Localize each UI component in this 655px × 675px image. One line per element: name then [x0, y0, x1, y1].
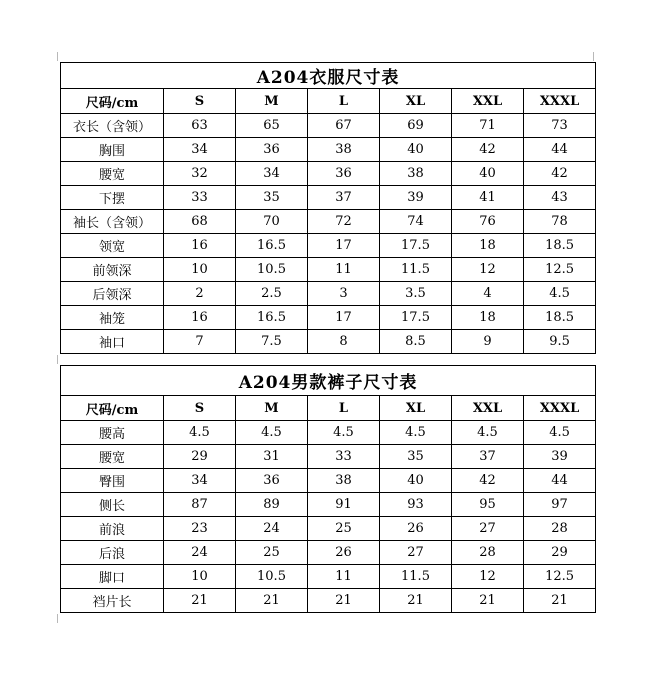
cell-value: 18	[452, 234, 524, 258]
cell-value: 36	[236, 469, 308, 493]
cell-value: 34	[164, 469, 236, 493]
table-row	[61, 234, 596, 258]
cell-value: 12	[452, 565, 524, 589]
shirt-size-table	[60, 62, 596, 354]
cell-value: 44	[524, 469, 596, 493]
cell-value: 67	[308, 114, 380, 138]
cell-value: 32	[164, 162, 236, 186]
gridline-tick	[593, 52, 594, 61]
cell-value: 38	[380, 162, 452, 186]
cell-value: 17.5	[380, 306, 452, 330]
cell-value: 63	[164, 114, 236, 138]
cell-value: 21	[380, 589, 452, 613]
cell-value: 4.5	[524, 421, 596, 445]
table-row	[61, 517, 596, 541]
row-label: 裆片长	[61, 589, 164, 613]
column-header: XXXL	[524, 89, 596, 114]
gridline-tick	[57, 355, 58, 364]
table-row	[61, 114, 596, 138]
cell-value: 16.5	[236, 306, 308, 330]
row-label: 衣长（含领）	[61, 114, 164, 138]
cell-value: 4.5	[524, 282, 596, 306]
cell-value: 21	[236, 589, 308, 613]
table-row	[61, 258, 596, 282]
cell-value: 3	[308, 282, 380, 306]
column-header: XXXL	[524, 396, 596, 421]
table-title-row	[61, 63, 596, 89]
cell-value: 95	[452, 493, 524, 517]
cell-value: 28	[452, 541, 524, 565]
row-label: 领宽	[61, 234, 164, 258]
cell-value: 16	[164, 234, 236, 258]
row-label: 腰宽	[61, 445, 164, 469]
cell-value: 33	[164, 186, 236, 210]
cell-value: 23	[164, 517, 236, 541]
cell-value: 16.5	[236, 234, 308, 258]
row-label: 侧长	[61, 493, 164, 517]
row-label: 胸围	[61, 138, 164, 162]
table-row	[61, 445, 596, 469]
cell-value: 39	[524, 445, 596, 469]
cell-value: 65	[236, 114, 308, 138]
cell-value: 4.5	[452, 421, 524, 445]
table-title: A204衣服尺寸表	[61, 63, 596, 89]
cell-value: 69	[380, 114, 452, 138]
pants-size-table	[60, 365, 596, 613]
column-header: XL	[380, 89, 452, 114]
cell-value: 41	[452, 186, 524, 210]
cell-value: 40	[452, 162, 524, 186]
table-title: A204男款裤子尺寸表	[61, 366, 596, 396]
cell-value: 18.5	[524, 234, 596, 258]
column-header: S	[164, 396, 236, 421]
cell-value: 4.5	[308, 421, 380, 445]
column-header: L	[308, 89, 380, 114]
column-header: M	[236, 89, 308, 114]
cell-value: 21	[308, 589, 380, 613]
header-row	[61, 396, 596, 421]
cell-value: 25	[236, 541, 308, 565]
table-row	[61, 186, 596, 210]
cell-value: 4.5	[164, 421, 236, 445]
gridline-tick	[57, 52, 58, 61]
table-row	[61, 421, 596, 445]
table-body	[61, 114, 596, 354]
table-row	[61, 138, 596, 162]
row-label: 前浪	[61, 517, 164, 541]
cell-value: 97	[524, 493, 596, 517]
cell-value: 71	[452, 114, 524, 138]
table-title-row	[61, 366, 596, 396]
row-label: 下摆	[61, 186, 164, 210]
table-row	[61, 469, 596, 493]
cell-value: 26	[380, 517, 452, 541]
table-row	[61, 565, 596, 589]
cell-value: 7.5	[236, 330, 308, 354]
column-header: 尺码/cm	[61, 89, 164, 114]
cell-value: 18.5	[524, 306, 596, 330]
cell-value: 26	[308, 541, 380, 565]
cell-value: 34	[164, 138, 236, 162]
cell-value: 93	[380, 493, 452, 517]
cell-value: 17.5	[380, 234, 452, 258]
cell-value: 9	[452, 330, 524, 354]
cell-value: 11.5	[380, 258, 452, 282]
cell-value: 36	[308, 162, 380, 186]
row-label: 臀围	[61, 469, 164, 493]
cell-value: 31	[236, 445, 308, 469]
cell-value: 9.5	[524, 330, 596, 354]
row-label: 袖笼	[61, 306, 164, 330]
table-row	[61, 282, 596, 306]
cell-value: 42	[524, 162, 596, 186]
table-row	[61, 330, 596, 354]
cell-value: 44	[524, 138, 596, 162]
cell-value: 4.5	[380, 421, 452, 445]
row-label: 前领深	[61, 258, 164, 282]
column-header: L	[308, 396, 380, 421]
cell-value: 37	[308, 186, 380, 210]
cell-value: 11.5	[380, 565, 452, 589]
cell-value: 35	[380, 445, 452, 469]
cell-value: 21	[452, 589, 524, 613]
cell-value: 4	[452, 282, 524, 306]
cell-value: 21	[164, 589, 236, 613]
table-row	[61, 541, 596, 565]
cell-value: 24	[164, 541, 236, 565]
cell-value: 34	[236, 162, 308, 186]
table-row	[61, 162, 596, 186]
table-row	[61, 589, 596, 613]
cell-value: 12.5	[524, 565, 596, 589]
row-label: 袖长（含领）	[61, 210, 164, 234]
cell-value: 70	[236, 210, 308, 234]
cell-value: 11	[308, 258, 380, 282]
cell-value: 17	[308, 234, 380, 258]
cell-value: 40	[380, 469, 452, 493]
cell-value: 27	[380, 541, 452, 565]
cell-value: 24	[236, 517, 308, 541]
cell-value: 42	[452, 469, 524, 493]
cell-value: 12.5	[524, 258, 596, 282]
cell-value: 29	[164, 445, 236, 469]
cell-value: 74	[380, 210, 452, 234]
table-body	[61, 421, 596, 613]
cell-value: 25	[308, 517, 380, 541]
cell-value: 35	[236, 186, 308, 210]
cell-value: 8	[308, 330, 380, 354]
cell-value: 68	[164, 210, 236, 234]
table-row	[61, 306, 596, 330]
cell-value: 8.5	[380, 330, 452, 354]
column-header: 尺码/cm	[61, 396, 164, 421]
cell-value: 2	[164, 282, 236, 306]
row-label: 脚口	[61, 565, 164, 589]
cell-value: 43	[524, 186, 596, 210]
column-header: XL	[380, 396, 452, 421]
cell-value: 2.5	[236, 282, 308, 306]
cell-value: 37	[452, 445, 524, 469]
row-label: 后浪	[61, 541, 164, 565]
cell-value: 4.5	[236, 421, 308, 445]
cell-value: 29	[524, 541, 596, 565]
cell-value: 72	[308, 210, 380, 234]
cell-value: 17	[308, 306, 380, 330]
cell-value: 78	[524, 210, 596, 234]
cell-value: 89	[236, 493, 308, 517]
table-row	[61, 210, 596, 234]
row-label: 腰宽	[61, 162, 164, 186]
header-row	[61, 89, 596, 114]
column-header: XXL	[452, 89, 524, 114]
column-header: M	[236, 396, 308, 421]
cell-value: 7	[164, 330, 236, 354]
cell-value: 10.5	[236, 565, 308, 589]
cell-value: 38	[308, 469, 380, 493]
cell-value: 21	[524, 589, 596, 613]
cell-value: 33	[308, 445, 380, 469]
cell-value: 36	[236, 138, 308, 162]
cell-value: 39	[380, 186, 452, 210]
table-row	[61, 493, 596, 517]
cell-value: 76	[452, 210, 524, 234]
cell-value: 3.5	[380, 282, 452, 306]
row-label: 腰高	[61, 421, 164, 445]
cell-value: 38	[308, 138, 380, 162]
cell-value: 11	[308, 565, 380, 589]
cell-value: 28	[524, 517, 596, 541]
gridline-tick	[57, 614, 58, 623]
cell-value: 27	[452, 517, 524, 541]
row-label: 袖口	[61, 330, 164, 354]
cell-value: 91	[308, 493, 380, 517]
cell-value: 12	[452, 258, 524, 282]
cell-value: 73	[524, 114, 596, 138]
cell-value: 10	[164, 258, 236, 282]
row-label: 后领深	[61, 282, 164, 306]
column-header: S	[164, 89, 236, 114]
cell-value: 40	[380, 138, 452, 162]
cell-value: 16	[164, 306, 236, 330]
cell-value: 10	[164, 565, 236, 589]
cell-value: 18	[452, 306, 524, 330]
cell-value: 87	[164, 493, 236, 517]
cell-value: 42	[452, 138, 524, 162]
cell-value: 10.5	[236, 258, 308, 282]
column-header: XXL	[452, 396, 524, 421]
